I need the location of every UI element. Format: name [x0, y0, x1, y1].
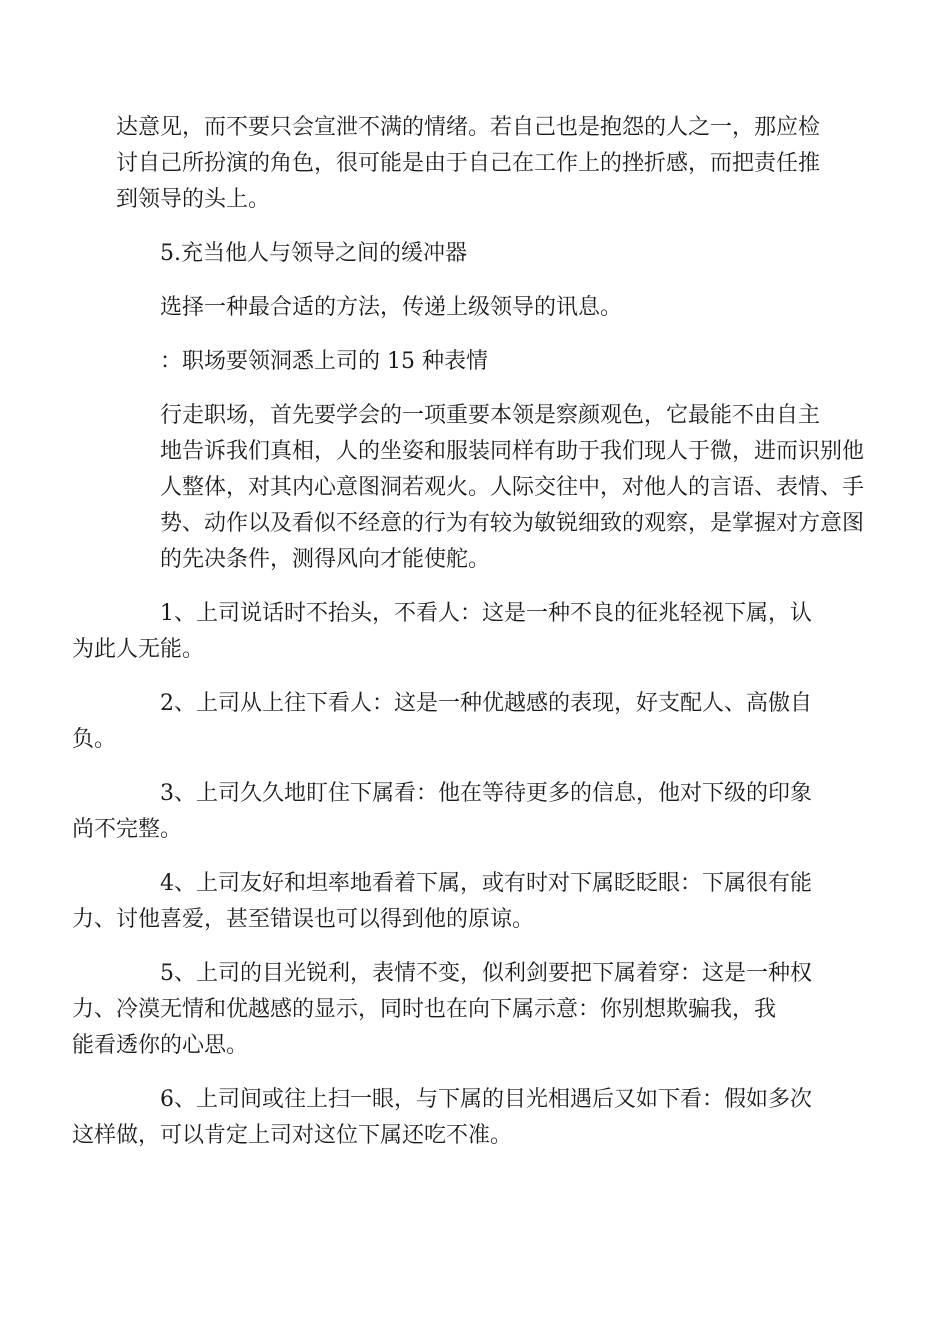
- text-line: 人整体，对其内心意图洞若观火。人际交往中，对他人的言语、表情、手: [160, 475, 865, 500]
- section-heading-buffer: [116, 236, 834, 272]
- text-line: 1、上司说话时不抬头，不看人：这是一种不良的征兆轻视下属，认: [160, 601, 812, 626]
- text-line: 3、上司久久地盯住下属看：他在等待更多的信息，他对下级的印象: [160, 781, 812, 806]
- text-line: 负。: [72, 727, 117, 752]
- text-line: ：职场要领洞悉上司的 15 种表情: [160, 349, 488, 374]
- article-title-expressions: [116, 344, 834, 380]
- text-line: 这样做，可以肯定上司对这位下属还吃不准。: [72, 1123, 513, 1148]
- text-line: 达意见，而不要只会宣泄不满的情绪。若自己也是抱怨的人之一，那应检: [116, 115, 821, 140]
- paragraph-closing-advice: [116, 110, 834, 218]
- paragraph-intro: [116, 398, 865, 578]
- text-line: 选择一种最合适的方法，传递上级领导的讯息。: [160, 295, 623, 320]
- text-line: 力、讨他喜爱，甚至错误也可以得到他的原谅。: [72, 907, 535, 932]
- list-item-5: [72, 956, 834, 1064]
- list-item-3: [72, 776, 834, 848]
- document-body: [72, 110, 865, 1172]
- text-line: 行走职场，首先要学会的一项重要本领是察颜观色，它最能不由自主: [160, 403, 821, 428]
- text-line: 的先决条件，测得风向才能使舵。: [160, 547, 491, 572]
- text-line: 5.充当他人与领导之间的缓冲器: [160, 241, 467, 266]
- text-line: 力、冷漠无情和优越感的显示，同时也在向下属示意：你别想欺骗我，我: [72, 997, 777, 1022]
- text-line: 尚不完整。: [72, 817, 183, 842]
- list-item-1: [72, 596, 834, 668]
- paragraph-buffer-method: [116, 290, 834, 326]
- list-item-6: [72, 1082, 834, 1154]
- text-line: 能看透你的心思。: [72, 1033, 249, 1058]
- text-line: 到领导的头上。: [116, 187, 271, 212]
- text-line: 势、动作以及看似不经意的行为有较为敏锐细致的观察，是掌握对方意图: [160, 511, 865, 536]
- list-item-4: [72, 866, 834, 938]
- list-item-2: [72, 686, 834, 758]
- text-line: 4、上司友好和坦率地看着下属，或有时对下属眨眨眼：下属很有能: [160, 871, 812, 896]
- text-line: 5、上司的目光锐利，表情不变，似利剑要把下属着穿：这是一种权: [160, 961, 812, 986]
- text-line: 6、上司间或往上扫一眼，与下属的目光相遇后又如下看：假如多次: [160, 1087, 812, 1112]
- text-line: 为此人无能。: [72, 637, 205, 662]
- text-line: 地告诉我们真相，人的坐姿和服装同样有助于我们现人于微，进而识别他: [160, 439, 865, 464]
- text-line: 2、上司从上往下看人：这是一种优越感的表现，好支配人、高傲自: [160, 691, 812, 716]
- text-line: 讨自己所扮演的角色，很可能是由于自己在工作上的挫折感，而把责任推: [116, 151, 821, 176]
